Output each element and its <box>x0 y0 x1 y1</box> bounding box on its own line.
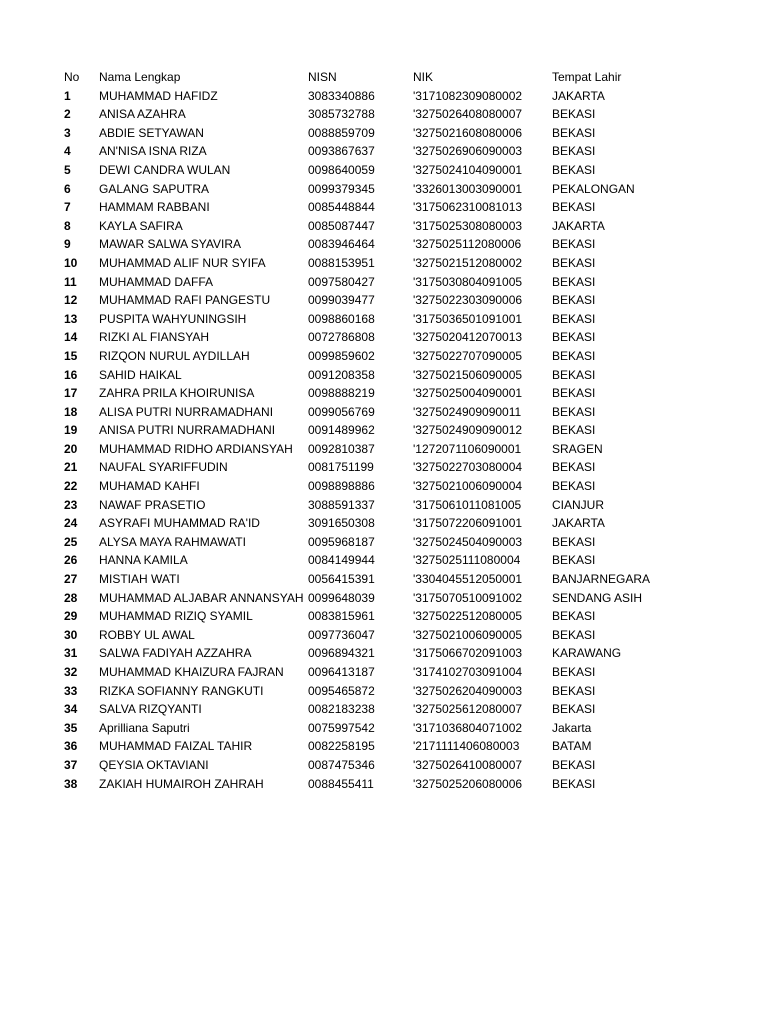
row-no: 17 <box>64 386 78 401</box>
table-row <box>64 105 704 124</box>
row-no: 18 <box>64 404 78 419</box>
table-row <box>64 458 704 477</box>
table-row <box>64 570 704 589</box>
row-nama-lengkap: MUHAMMAD RAFI PANGESTU <box>99 293 271 308</box>
row-nama-lengkap: DEWI CANDRA WULAN <box>99 162 231 177</box>
row-nisn: 0081751199 <box>308 460 374 475</box>
table-row <box>64 719 704 738</box>
row-no: 23 <box>64 497 78 512</box>
row-nisn: 0085448844 <box>308 200 375 215</box>
table-row <box>64 217 704 236</box>
row-nama-lengkap: SALWA FADIYAH AZZAHRA <box>99 646 252 661</box>
row-nik: '3326013003090001 <box>413 181 523 196</box>
table-row <box>64 310 704 329</box>
row-nik: '3275026906090003 <box>413 144 523 159</box>
row-nisn: 0082183238 <box>308 702 375 717</box>
row-nama-lengkap: GALANG SAPUTRA <box>99 181 210 196</box>
row-no: 32 <box>64 665 78 679</box>
row-nama-lengkap: MUHAMMAD FAIZAL TAHIR <box>99 739 253 754</box>
row-nisn: 0088859709 <box>308 125 375 140</box>
row-nisn: 0091208358 <box>308 367 375 382</box>
table-row <box>64 607 704 626</box>
table-row <box>64 477 704 496</box>
row-tempat-lahir: BEKASI <box>552 330 596 345</box>
row-no: 22 <box>64 479 78 494</box>
row-nisn: 0056415391 <box>308 572 375 587</box>
row-nik: '3275025206080006 <box>413 776 523 791</box>
row-nama-lengkap: MISTIAH WATI <box>99 572 180 587</box>
row-nisn: 0096894321 <box>308 646 375 661</box>
row-tempat-lahir: KARAWANG <box>552 646 622 661</box>
row-nik: '3175061011081005 <box>413 497 522 512</box>
row-no: 10 <box>64 255 78 270</box>
row-no: 4 <box>64 144 71 159</box>
row-no: 3 <box>64 125 71 140</box>
row-no: 34 <box>64 702 78 717</box>
row-tempat-lahir: BEKASI <box>552 702 596 717</box>
table-row <box>64 161 704 180</box>
row-nik: '3275021006090005 <box>413 627 523 642</box>
row-nik: '3174102703091004 <box>413 665 523 679</box>
table-row <box>64 384 704 403</box>
row-no: 11 <box>64 274 77 289</box>
row-nisn: 0083946464 <box>308 237 375 252</box>
row-tempat-lahir: BEKASI <box>552 348 596 363</box>
row-nisn: 3088591337 <box>308 497 375 512</box>
table-row <box>64 87 704 106</box>
row-tempat-lahir: BEKASI <box>552 534 596 549</box>
row-nama-lengkap: RIZKI AL FIANSYAH <box>99 330 210 345</box>
row-nisn: 0099056769 <box>308 404 375 419</box>
row-nik: '3275022512080005 <box>413 609 523 624</box>
row-nisn: 0082258195 <box>308 739 375 754</box>
row-nama-lengkap: MUHAMMAD ALJABAR ANNANSYAH <box>99 590 304 605</box>
row-tempat-lahir: BEKASI <box>552 404 596 419</box>
row-tempat-lahir: BATAM <box>552 739 592 754</box>
row-no: 35 <box>64 720 78 735</box>
row-tempat-lahir: BEKASI <box>552 144 596 159</box>
row-nisn: 0096413187 <box>308 665 375 679</box>
table-row <box>64 421 704 440</box>
table-row <box>64 180 704 199</box>
row-no: 28 <box>64 590 78 605</box>
row-nik: '3275020412070013 <box>413 330 523 345</box>
row-nik: '3171036804071002 <box>413 720 523 735</box>
row-no: 14 <box>64 330 78 345</box>
row-nisn: 0085087447 <box>308 218 375 233</box>
row-nisn: 0099859602 <box>308 348 375 363</box>
row-tempat-lahir: SENDANG ASIH <box>552 590 643 605</box>
row-nama-lengkap: KAYLA SAFIRA <box>99 218 183 233</box>
row-nama-lengkap: ALYSA MAYA RAHMAWATI <box>99 534 246 549</box>
row-nisn: 0095968187 <box>308 534 375 549</box>
table-row <box>64 198 704 217</box>
row-nik: '3175030804091005 <box>413 274 523 289</box>
row-no: 9 <box>64 237 71 252</box>
table-row <box>64 700 704 719</box>
table-row <box>64 496 704 515</box>
row-nisn: 0099039477 <box>308 293 375 308</box>
row-tempat-lahir: CIANJUR <box>552 497 605 512</box>
row-nik: '3275022303090006 <box>413 293 523 308</box>
row-tempat-lahir: BEKASI <box>552 479 596 494</box>
row-nik: '3275026410080007 <box>413 757 523 772</box>
table-row <box>64 514 704 533</box>
row-nik: '3175036501091001 <box>413 311 523 326</box>
row-nama-lengkap: MUHAMMAD ALIF NUR SYIFA <box>99 255 266 270</box>
row-no: 16 <box>64 367 78 382</box>
row-tempat-lahir: BEKASI <box>552 293 596 308</box>
row-nik: '3175066702091003 <box>413 646 523 661</box>
row-nisn: 0075997542 <box>308 720 375 735</box>
row-tempat-lahir: BEKASI <box>552 367 596 382</box>
table-row <box>64 644 704 663</box>
row-tempat-lahir: BEKASI <box>552 107 596 122</box>
row-nik: '3175070510091002 <box>413 590 523 605</box>
table-row <box>64 235 704 254</box>
row-tempat-lahir: BANJARNEGARA <box>552 572 651 587</box>
row-nisn: 0088455411 <box>308 776 374 791</box>
row-nama-lengkap: ZAHRA PRILA KHOIRUNISA <box>99 386 255 401</box>
row-nik: '3275025112080006 <box>413 237 522 252</box>
row-nisn: 3083340886 <box>308 88 375 103</box>
row-nama-lengkap: MUHAMMAD KHAIZURA FAJRAN <box>99 665 284 679</box>
row-nisn: 3085732788 <box>308 107 375 122</box>
row-nik: '3275026408080007 <box>413 107 523 122</box>
row-no: 37 <box>64 757 78 772</box>
row-nik: '3275021506090005 <box>413 367 523 382</box>
row-no: 31 <box>64 646 78 661</box>
table-row <box>64 775 704 794</box>
header-nama-lengkap: Nama Lengkap <box>99 70 181 84</box>
row-tempat-lahir: BEKASI <box>552 609 596 624</box>
row-no: 13 <box>64 311 78 326</box>
row-no: 24 <box>64 516 78 531</box>
student-table <box>64 68 704 793</box>
row-nisn: 0097580427 <box>308 274 375 289</box>
header-nisn: NISN <box>308 70 337 84</box>
table-row <box>64 682 704 701</box>
table-row <box>64 626 704 645</box>
table-row <box>64 124 704 143</box>
row-nik: '3275024104090001 <box>413 162 523 177</box>
row-nisn: 3091650308 <box>308 516 375 531</box>
row-nisn: 0098888219 <box>308 386 375 401</box>
row-nama-lengkap: SAHID HAIKAL <box>99 367 182 382</box>
row-tempat-lahir: JAKARTA <box>552 516 605 531</box>
row-nisn: 0087475346 <box>308 757 375 772</box>
table-row <box>64 440 704 459</box>
row-tempat-lahir: BEKASI <box>552 460 596 475</box>
row-nama-lengkap: MAWAR SALWA SYAVIRA <box>99 237 242 252</box>
row-nisn: 0097736047 <box>308 627 375 642</box>
row-no: 1 <box>64 88 71 103</box>
row-nik: '3175062310081013 <box>413 200 523 215</box>
header-tempat-lahir: Tempat Lahir <box>552 70 622 84</box>
row-nik: '3275021006090004 <box>413 479 523 494</box>
row-tempat-lahir: BEKASI <box>552 200 596 215</box>
row-nisn: 0098898886 <box>308 479 375 494</box>
row-nama-lengkap: HANNA KAMILA <box>99 553 188 568</box>
row-nisn: 0083815961 <box>308 609 375 624</box>
row-no: 8 <box>64 218 71 233</box>
row-nama-lengkap: MUHAMMAD RIZIQ SYAMIL <box>99 609 253 624</box>
row-nama-lengkap: Aprilliana Saputri <box>99 720 190 735</box>
row-no: 30 <box>64 627 78 642</box>
row-nama-lengkap: NAUFAL SYARIFFUDIN <box>99 460 228 475</box>
table-row <box>64 366 704 385</box>
row-tempat-lahir: BEKASI <box>552 627 596 642</box>
row-tempat-lahir: BEKASI <box>552 386 596 401</box>
row-tempat-lahir: BEKASI <box>552 237 596 252</box>
row-tempat-lahir: BEKASI <box>552 125 596 140</box>
row-nama-lengkap: QEYSIA OKTAVIANI <box>99 757 209 772</box>
row-no: 19 <box>64 423 78 438</box>
row-tempat-lahir: JAKARTA <box>552 218 605 233</box>
row-nisn: 0084149944 <box>308 553 375 568</box>
row-nama-lengkap: NAWAF PRASETIO <box>99 497 206 512</box>
row-nik: '3275025612080007 <box>413 702 523 717</box>
row-nik: '3175072206091001 <box>413 516 523 531</box>
row-nama-lengkap: MUHAMMAD DAFFA <box>99 274 213 289</box>
row-no: 25 <box>64 534 78 549</box>
row-no: 27 <box>64 572 78 587</box>
row-no: 29 <box>64 609 78 624</box>
row-nik: '3275022703080004 <box>413 460 523 475</box>
row-tempat-lahir: BEKASI <box>552 553 596 568</box>
row-nik: '3275021512080002 <box>413 255 523 270</box>
table-row <box>64 254 704 273</box>
row-tempat-lahir: SRAGEN <box>552 441 603 456</box>
row-nik: '3275024504090003 <box>413 534 523 549</box>
row-nik: '3275026204090003 <box>413 683 523 698</box>
row-nama-lengkap: SALVA RIZQYANTI <box>99 702 202 717</box>
row-nisn: 0095465872 <box>308 683 375 698</box>
row-no: 2 <box>64 107 71 122</box>
row-nik: '3275024909090012 <box>413 423 523 438</box>
row-no: 12 <box>64 293 78 308</box>
table-row <box>64 291 704 310</box>
row-nik: '1272071106090001 <box>413 441 522 456</box>
row-no: 15 <box>64 348 78 363</box>
row-nama-lengkap: ALISA PUTRI NURRAMADHANI <box>99 404 274 419</box>
row-tempat-lahir: BEKASI <box>552 776 596 791</box>
row-no: 36 <box>64 739 78 754</box>
table-row <box>64 737 704 756</box>
row-nama-lengkap: ANISA AZAHRA <box>99 107 186 122</box>
row-nisn: 0098640059 <box>308 162 375 177</box>
header-nik: NIK <box>413 70 434 84</box>
row-nama-lengkap: PUSPITA WAHYUNINGSIH <box>99 311 247 326</box>
header-no: No <box>64 70 80 84</box>
row-nik: '3275025111080004 <box>413 553 521 568</box>
row-nama-lengkap: AN'NISA ISNA RIZA <box>99 144 207 159</box>
row-nik: '3275025004090001 <box>413 386 523 401</box>
table-row <box>64 347 704 366</box>
row-nama-lengkap: RIZKA SOFIANNY RANGKUTI <box>99 683 264 698</box>
row-nisn: 0098860168 <box>308 311 375 326</box>
row-no: 26 <box>64 553 78 568</box>
row-nama-lengkap: MUHAMMAD HAFIDZ <box>99 88 218 103</box>
row-no: 20 <box>64 441 78 456</box>
row-nik: '3275024909090011 <box>413 404 522 419</box>
row-nisn: 0091489962 <box>308 423 375 438</box>
row-nisn: 0088153951 <box>308 255 375 270</box>
row-nisn: 0072786808 <box>308 330 375 345</box>
row-nisn: 0099648039 <box>308 590 375 605</box>
row-tempat-lahir: BEKASI <box>552 274 596 289</box>
row-nisn: 0093867637 <box>308 144 375 159</box>
row-no: 38 <box>64 776 78 791</box>
table-row <box>64 328 704 347</box>
row-nama-lengkap: ANISA PUTRI NURRAMADHANI <box>99 423 276 438</box>
row-tempat-lahir: BEKASI <box>552 683 596 698</box>
row-tempat-lahir: BEKASI <box>552 162 596 177</box>
row-nama-lengkap: MUHAMMAD RIDHO ARDIANSYAH <box>99 441 293 456</box>
row-nama-lengkap: ZAKIAH HUMAIROH ZAHRAH <box>99 776 264 791</box>
row-nik: '3171082309080002 <box>413 88 523 103</box>
row-nik: '3275021608080006 <box>413 125 523 140</box>
table-row <box>64 273 704 292</box>
row-no: 21 <box>64 460 78 475</box>
table-row <box>64 551 704 570</box>
row-nama-lengkap: HAMMAM RABBANI <box>99 200 210 215</box>
row-tempat-lahir: BEKASI <box>552 757 596 772</box>
table-row <box>64 533 704 552</box>
row-tempat-lahir: BEKASI <box>552 311 596 326</box>
row-nik: '2171111406080003 <box>413 739 520 754</box>
table-row <box>64 756 704 775</box>
row-nik: '3304045512050001 <box>413 572 523 587</box>
row-nama-lengkap: ASYRAFI MUHAMMAD RA'ID <box>99 516 260 531</box>
table-row <box>64 403 704 422</box>
row-tempat-lahir: BEKASI <box>552 665 596 679</box>
row-nik: '3175025308080003 <box>413 218 523 233</box>
row-nisn: 0092810387 <box>308 441 375 456</box>
row-tempat-lahir: PEKALONGAN <box>552 181 635 196</box>
row-tempat-lahir: BEKASI <box>552 255 596 270</box>
row-no: 33 <box>64 683 78 698</box>
row-tempat-lahir: JAKARTA <box>552 88 605 103</box>
table-header-row <box>64 68 704 87</box>
row-nik: '3275022707090005 <box>413 348 523 363</box>
row-nisn: 0099379345 <box>308 181 375 196</box>
row-no: 5 <box>64 162 71 177</box>
table-row <box>64 142 704 161</box>
row-no: 6 <box>64 181 71 196</box>
row-no: 7 <box>64 200 71 215</box>
table-body <box>64 87 704 794</box>
row-nama-lengkap: ROBBY UL AWAL <box>99 627 195 642</box>
row-tempat-lahir: BEKASI <box>552 423 596 438</box>
row-nama-lengkap: ABDIE SETYAWAN <box>99 125 204 140</box>
table-row <box>64 589 704 608</box>
row-nama-lengkap: RIZQON NURUL AYDILLAH <box>99 348 250 363</box>
table-row <box>64 663 704 682</box>
row-tempat-lahir: Jakarta <box>552 720 592 735</box>
row-nama-lengkap: MUHAMAD KAHFI <box>99 479 200 494</box>
